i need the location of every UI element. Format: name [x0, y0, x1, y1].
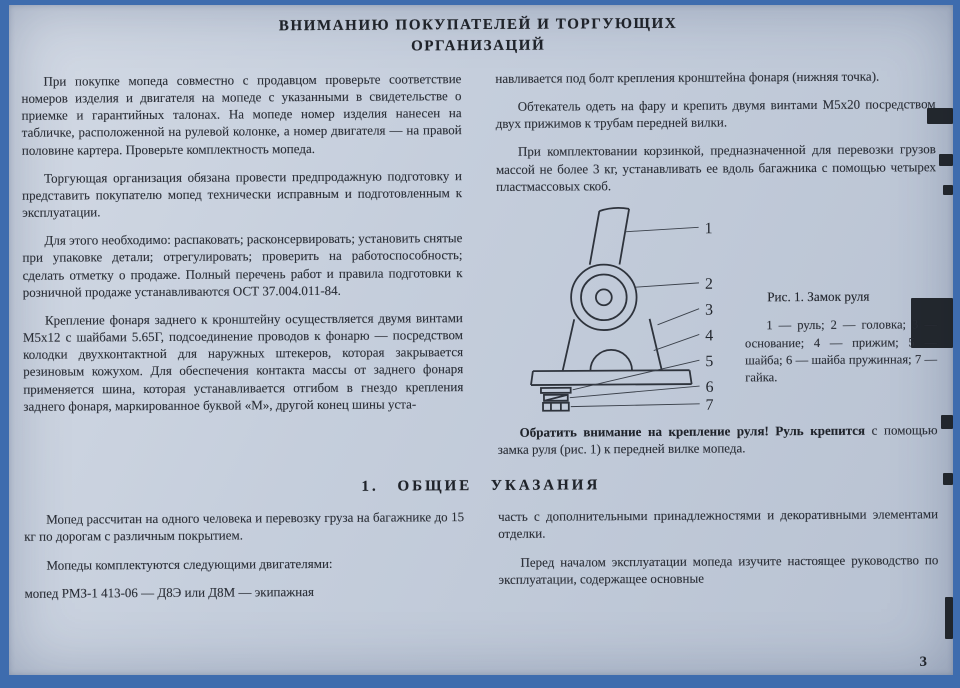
page-title-line1: ВНИМАНИЮ ПОКУПАТЕЛЕЙ И ТОРГУЮЩИХ: [278, 15, 678, 35]
bottom-left-column: [24, 508, 465, 612]
steering-note-rest: с помощью замка руля (рис. 1) к передней вилке мопеда.: [497, 422, 938, 457]
paragraph-presale-prep: Для этого необходимо: распаковать; расконсервировать; установить снятые при упаковке детали; отрегулировать; проверить на работоспособность; сделать отметку о продаже. Полный перечень работ и правила подготовки к розничной продаже устанавливаются ОСТ 37.004.011-84.: [22, 230, 463, 300]
paragraph-engines-intro: Мопеды комплектуются следующими двигателями:: [46, 555, 333, 573]
scan-artifact: [939, 154, 953, 166]
figure-callout: 1: [704, 220, 713, 238]
figure-callout: 3: [705, 301, 714, 319]
left-column: [21, 70, 463, 472]
figure-legend: 1 — руль; 2 — головка; 3 — основание; 4 — прижим; 5 — шайба; 6 — шайба пружинная; 7 — гайка.: [744, 317, 938, 385]
paragraph-basket: При комплектовании корзинкой, предназначенной для перевозки грузов массой не более 3 кг, устанавливать ее вдоль багажника с помощью четырех пластмассовых скоб.: [495, 141, 936, 194]
figure-callout: 4: [705, 327, 714, 345]
scan-artifact: [943, 473, 953, 485]
figure-callout: 5: [705, 353, 714, 371]
figure-callout: 7: [705, 396, 714, 414]
bottom-columns: [22, 505, 941, 612]
top-columns: [19, 67, 939, 472]
figure-callout: 2: [704, 275, 713, 293]
paragraph-rear-lamp: Крепление фонаря заднего к кронштейну осуществляется двумя винтами М5х12 с шайбами 5.65Г, подсоединение проводов к фонарю — посредством колодки двухконтактной для наружных штекеров, которая закрывается резиновым кожухом. Для обеспечения контакта массы от заднего фонаря применяется шина, которая устанавливается отгибом в гнездо крепления заднего фонаря, маркированное буквой «М», другой конец шины уста-: [22, 309, 464, 414]
section-heading: 1. ОБЩИЕ УКАЗАНИЯ: [361, 477, 601, 495]
figure-callout: 6: [705, 378, 714, 396]
steering-note-lead: Обратить внимание на крепление руля! Руль крепится: [519, 422, 866, 440]
page-title-line2: ОРГАНИЗАЦИЙ: [411, 37, 546, 55]
paragraph-accessories: часть с дополнительными принадлежностями и декоративными элементами отделки.: [498, 506, 939, 542]
paragraph-bracket-bolt: навливается под болт крепления кронштейна фонаря (нижняя точка).: [495, 68, 880, 86]
paragraph-capacity: Мопед рассчитан на одного человека и перевозку груза на багажнике до 15 кг по дорогам с различным покрытием.: [24, 509, 465, 545]
figure-text: [744, 203, 937, 398]
figure-caption: Рис. 1. Замок руля: [767, 288, 870, 305]
scan-artifact: [941, 415, 953, 429]
paragraph-steering-note: [498, 421, 938, 458]
page-title: [19, 12, 937, 60]
steering-lock-drawing: [496, 204, 735, 413]
paragraph-fairing: Обтекатель одеть на фару и крепить двумя винтами М5х20 посредством двух прижимов к трубам передней вилки.: [495, 96, 936, 132]
scan-artifact: [945, 597, 953, 639]
paragraph-engine-models: мопед РМЗ-1 413-06 — Д8Э или Д8М — экипажная: [24, 583, 314, 601]
bottom-right-column: [498, 505, 939, 609]
scan-artifact: [943, 185, 953, 195]
figure-steering-lock: [496, 203, 937, 414]
paragraph-purchase-check: При покупке мопеда совместно с продавцом проверьте соответствие номеров изделия и двигателя на мопеде с указанными в свидетельстве о приемке и гарантийных талонах. На мопеде номер изделия нанесен на табличке, расположенной на рулевой колонке, а номер двигателя — на правой половине картера. Проверьте комплектность мопеда.: [21, 71, 462, 158]
page-content: [19, 10, 941, 670]
manual-page: [9, 5, 953, 675]
right-column: [495, 67, 937, 469]
paragraph-read-manual: Перед началом эксплуатации мопеда изучите настоящее руководство по эксплуатации, содержащее основные: [498, 551, 939, 587]
paragraph-trade-org: Торгующая организация обязана провести предпродажную подготовку и представить покупателю мопед технически исправным и подготовленным к эксплуатации.: [22, 167, 463, 220]
page-number: 3: [919, 654, 927, 670]
